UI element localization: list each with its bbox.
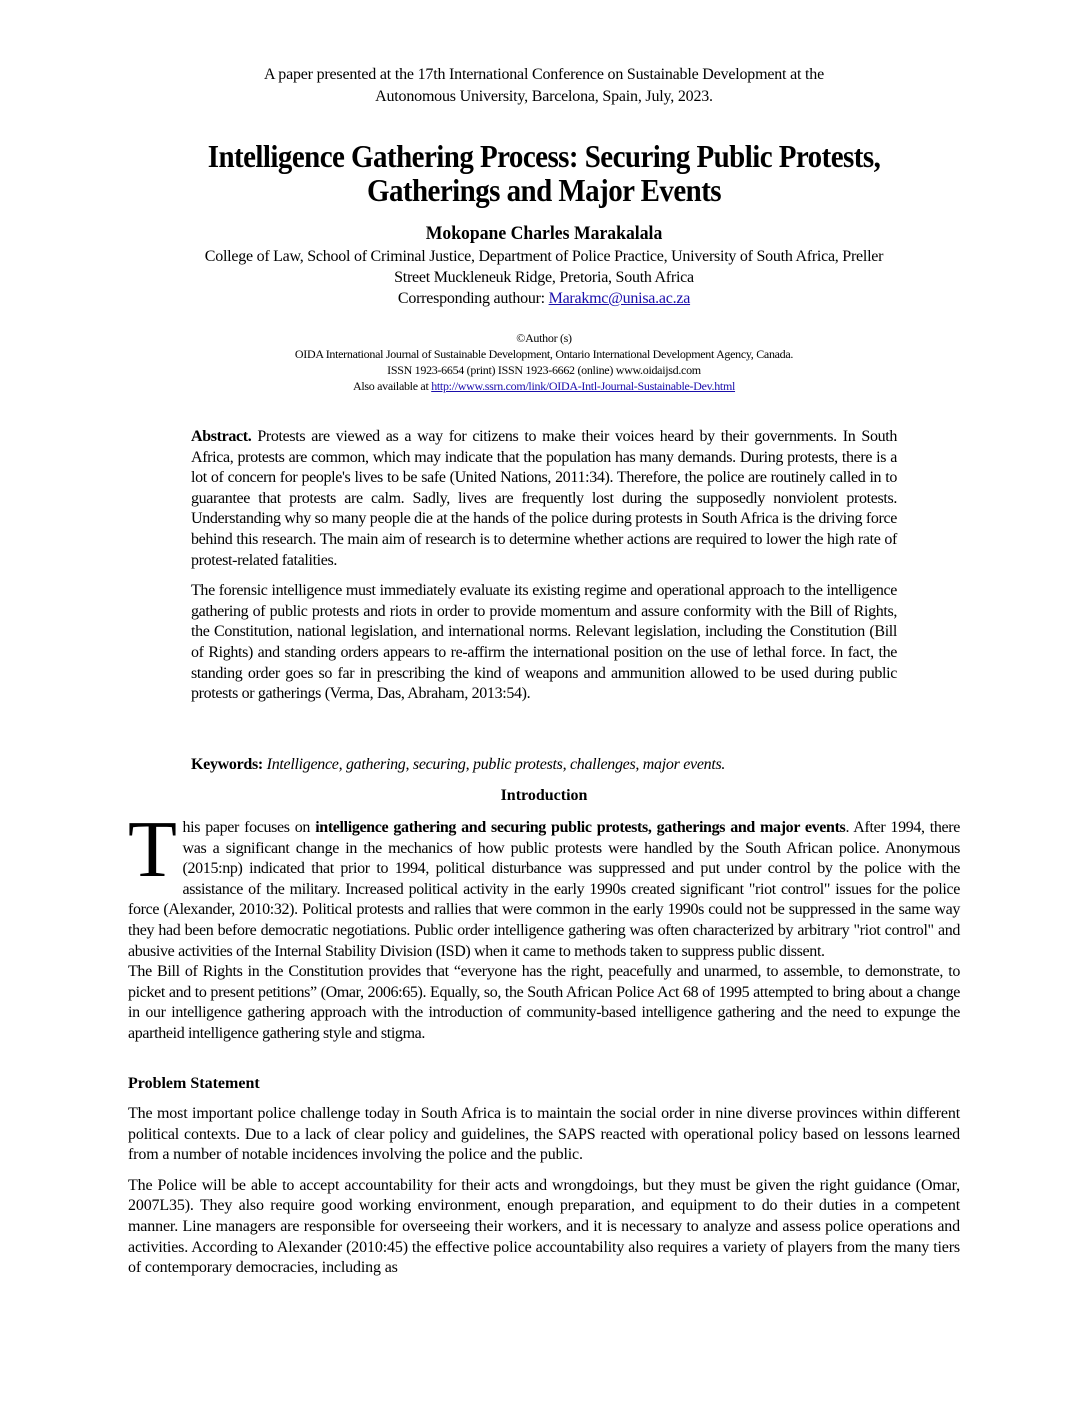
abstract-label: Abstract. <box>191 428 252 445</box>
paper-title <box>117 140 971 208</box>
conference-note <box>100 64 988 108</box>
conference-line-2: Autonomous University, Barcelona, Spain, July, 2023. <box>375 88 713 105</box>
copyright-note: ©Author (s) <box>516 331 572 345</box>
author-name: Mokopane Charles Marakalala <box>425 223 663 244</box>
author-email-link[interactable]: Marakmc@unisa.ac.za <box>548 290 691 307</box>
abstract-paragraph-1 <box>191 427 897 571</box>
publication-meta <box>100 330 988 394</box>
abstract-paragraph-2: The forensic intelligence must immediately evaluate its existing regime and operational approach to the intelligence gathering of public protests and riots in order to provide momentum and assure conformity with the Bill of Rights, the Constitution, national legislation, and international norms. Relevant legislation, including the Constitution (Bill of Rights) and standing orders appears to re-affirm the international position on the use of lethal force. In fact, the standing order goes so far in prescribing the kind of weapons and ammunition allowed to be used during public protests or gatherings (Verma, Das, Abraham, 2013:54). <box>191 582 897 703</box>
author-affiliation <box>100 246 988 309</box>
title-line-1: Intelligence Gathering Process: Securing Public Protests, <box>207 139 881 174</box>
title-line-2: Gatherings and Major Events <box>366 173 722 208</box>
conference-line-1: A paper presented at the 17th International Conference on Sustainable Development at the <box>264 66 824 83</box>
abstract-section <box>191 427 897 715</box>
introduction-paragraph-2: The Bill of Rights in the Constitution provides that “everyone has the right, peacefully and unarmed, to assemble, to demonstrate, to picket and to present petitions” (Omar, 2006:65). Equally, so, the South African Police Act 68 of 1995 attempted to bring about a change in our intelligence gathering approach with the introduction of community-based intelligence gathering and the need to expunge the apartheid intelligence gathering style and stigma. <box>128 963 960 1042</box>
intro-lead: his paper focuses on <box>182 819 316 836</box>
keywords-label: Keywords: <box>191 756 263 773</box>
keywords <box>191 755 897 775</box>
journal-name: OIDA International Journal of Sustainable Development, Ontario International Development Agency, Canada. <box>294 347 794 361</box>
abstract-text-1: Protests are viewed as a way for citizens to make their voices heard by their governments. In South Africa, protests are common, which may indicate that the population has many demands. During protests, there is a lot of concern for people's lives to be safe (United Nations, 2011:34). Therefore, the police are routinely called in to guarantee that protests are calm. Sadly, lives are frequently lost during the supposedly nonviolent protests. Understanding why so many people die at the hands of the police during protests in South Africa is the driving force behind this research. The main aim of research is to determine whether actions are required to lower the high rate of protest-related fatalities. <box>191 428 897 569</box>
problem-statement-section <box>128 1104 960 1289</box>
corresponding-author <box>100 288 988 309</box>
introduction-paragraph-1 <box>128 806 960 962</box>
intro-para1-rest: . After 1994, there was a significant change in the mechanics of how public protests were handled by the South African police. Anonymous (2015:np) indicated that prior to 1994, political disturbance was suppressed and put under control by the police with the assistance of the military. Increased political activity in the early 1990s created significant "riot control" issues for the police force (Alexander, 2010:32). Political protests and rallies that were common in the early 1990s could not be suppressed in the same way they had been before democratic negotiations. Public order intelligence gathering was often characterized by arbitrary "riot control" and abusive activities of the Internal Stability Division (ISD) when it came to methods taken to suppress public dissent. <box>128 819 960 960</box>
introduction-heading: Introduction <box>500 787 588 804</box>
problem-paragraph-1: The most important police challenge today in South Africa is to maintain the social order in nine diverse provinces within different political contexts. Due to a lack of clear policy and guidelines, the SAPS reacted with operational policy based on lessons learned from a number of notable incidences involving the police and the public. <box>128 1105 960 1164</box>
corresponding-label: Corresponding authour: <box>397 290 549 307</box>
ssrn-link[interactable]: http://www.ssrn.com/link/OIDA-Intl-Journal-Sustainable-Dev.html <box>431 379 736 393</box>
intro-lead-bold: intelligence gathering and securing public protests, gatherings and major events <box>315 819 846 836</box>
drop-cap: T <box>128 806 177 894</box>
affiliation-line-2: Street Muckleneuk Ridge, Pretoria, South Africa <box>394 269 694 286</box>
affiliation-line-1: College of Law, School of Criminal Justice, Department of Police Practice, University of South Africa, Preller <box>204 248 884 265</box>
introduction-section <box>128 806 960 1045</box>
issn-line: ISSN 1923-6654 (print) ISSN 1923-6662 (online) www.oidaijsd.com <box>387 363 701 377</box>
keywords-text: Intelligence, gathering, securing, public protests, challenges, major events. <box>262 756 726 773</box>
problem-paragraph-2: The Police will be able to accept accountability for their acts and wrongdoings, but they must be given the right guidance (Omar, 2007L35). They also require good working environment, enough preparation, and equipment to do their duties in a competent manner. Line managers are responsible for overseeing their workers, and it is necessary to analyze and assess police operations and activities. According to Alexander (2010:45) the effective police accountability also requires a variety of players from the many tiers of contemporary democracies, including as <box>128 1176 960 1277</box>
also-available <box>100 378 988 394</box>
also-available-label: Also available at <box>352 379 432 393</box>
problem-statement-heading: Problem Statement <box>128 1075 260 1092</box>
